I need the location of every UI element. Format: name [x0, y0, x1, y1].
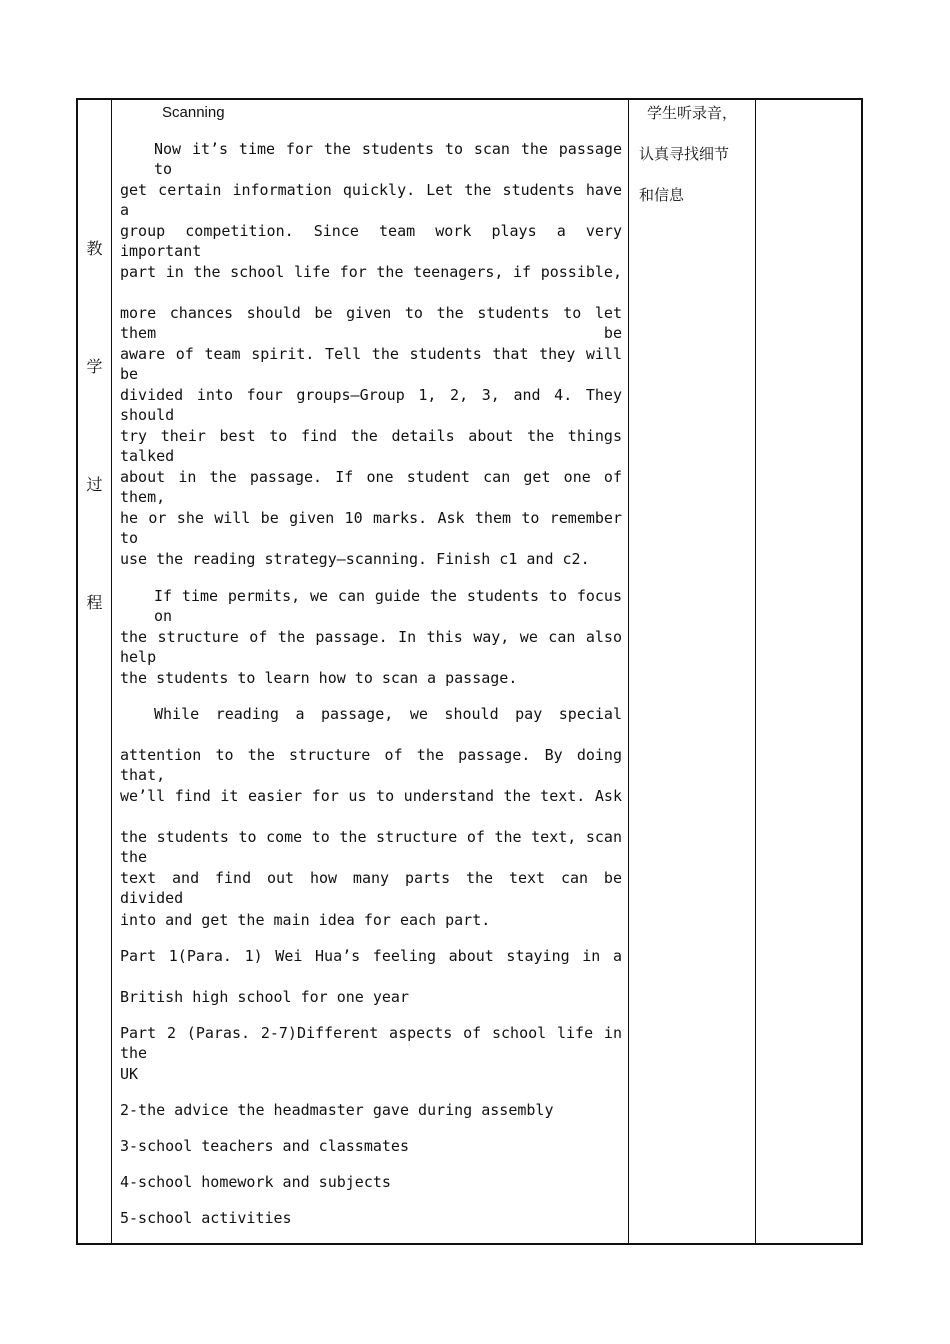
teaching-process-label [78, 100, 111, 1243]
text-line: use the reading strategy—scanning. Finish c1 and c2. [120, 550, 590, 568]
text-line: get certain information quickly. Let the students have a [120, 181, 622, 219]
text-line: Now it’s time for the students to scan the passage to [154, 140, 622, 178]
text-line: he or she will be given 10 marks. Ask them to remember to [120, 509, 622, 547]
column-divider-3 [755, 100, 756, 1243]
text-line: attention to the structure of the passage. By doing that, [120, 746, 622, 784]
label-char: 过 [86, 475, 103, 494]
text-line: we’ll find it easier for us to understand the text. Ask [120, 787, 622, 805]
text-line: 3-school teachers and classmates [120, 1137, 409, 1155]
text-line: 5-school activities [120, 1209, 292, 1227]
lesson-table [76, 98, 863, 1245]
text-line: While reading a passage, we should pay special [154, 705, 622, 723]
text-line: more chances should be given to the students to let them be [120, 304, 622, 342]
text-line: the students to come to the structure of the text, scan the [120, 828, 622, 866]
text-line: UK [120, 1065, 139, 1083]
text-line: aware of team spirit. Tell the students that they will be [120, 345, 622, 383]
text-line: about in the passage. If one student can get one of them, [120, 468, 622, 506]
column-divider-2 [628, 100, 629, 1243]
column-divider-1 [111, 100, 112, 1243]
label-char: 学 [86, 357, 103, 376]
text-line: the structure of the passage. In this way, we can also help [120, 628, 622, 666]
section-heading: Scanning [162, 104, 225, 121]
activity-line: 和信息 [639, 186, 685, 204]
text-line: 2-the advice the headmaster gave during assembly [120, 1101, 554, 1119]
text-line: text and find out how many parts the text can be divided [120, 869, 622, 907]
text-line: British high school for one year [120, 988, 409, 1006]
text-line: Part 2 (Paras. 2-7)Different aspects of school life in the [120, 1024, 622, 1062]
activity-line: 认真寻找细节 [639, 145, 730, 163]
text-line: If time permits, we can guide the students to focus on [154, 587, 622, 625]
text-line: try their best to find the details about the things talked [120, 427, 622, 465]
text-line: divided into four groups—Group 1, 2, 3, and 4. They should [120, 386, 622, 424]
text-line: Part 1(Para. 1) Wei Hua’s feeling about staying in a [120, 947, 622, 965]
text-line: group competition. Since team work plays a very important [120, 222, 622, 260]
label-char: 程 [86, 593, 103, 612]
text-line: the students to learn how to scan a passage. [120, 669, 518, 687]
text-line: into and get the main idea for each part. [120, 911, 491, 929]
activity-line: 学生听录音， [647, 104, 738, 122]
text-line: 4-school homework and subjects [120, 1173, 391, 1191]
text-line: part in the school life for the teenagers, if possible, [120, 263, 622, 281]
label-char: 教 [86, 239, 103, 258]
